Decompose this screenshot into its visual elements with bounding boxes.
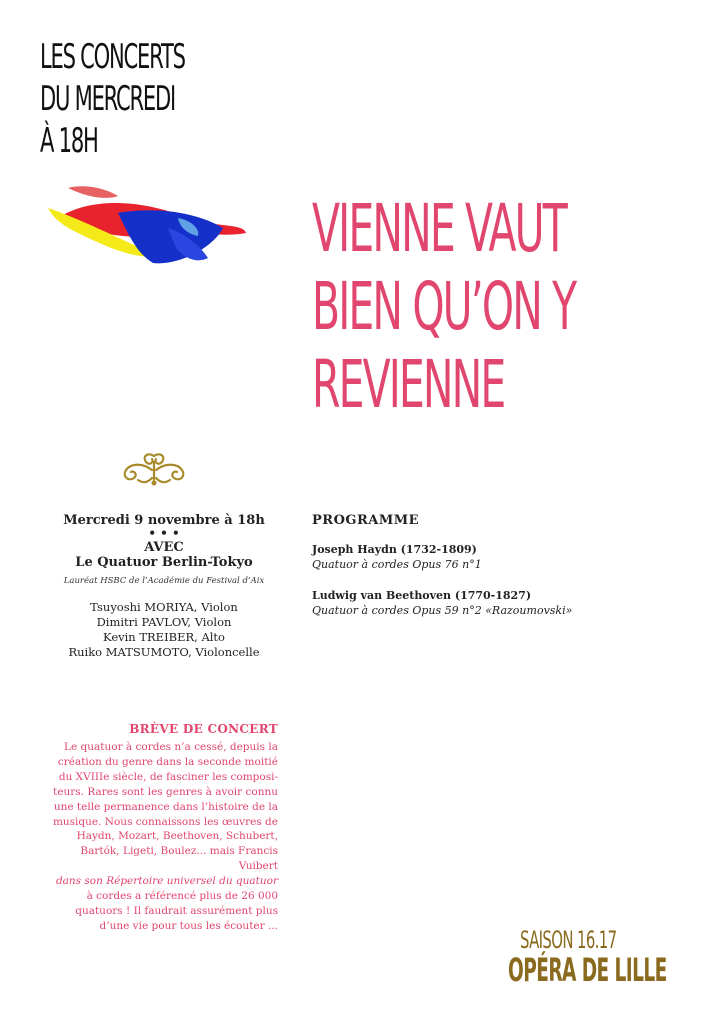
separator-dots: • • • [148,526,180,540]
event-date: Mercredi 9 novembre à 18h [63,513,265,528]
event-details [40,513,288,660]
musician-item: Kevin TREIBER, Alto [103,630,225,644]
watercolor-painting-image [48,178,248,278]
series-line-2: DU MERCREDI [40,79,175,119]
musician-item: Tsuyoshi MORIYA, Violon [90,600,238,614]
title-line-3: REVIENNE [312,346,505,423]
programme-heading: PROGRAMME [312,513,420,528]
breve-text [50,740,278,934]
series-title [40,36,183,162]
title-line-2: BIEN QU’ON Y [312,268,576,345]
musicians-list [40,600,288,660]
season-label: SAISON 16.17 [520,926,617,954]
breve-heading: BRÈVE DE CONCERT [129,722,278,736]
breve-line: Bartók, Ligeti, Boulez... mais Francis Vuibert [80,845,278,873]
musician-item: Dimitri PAVLOV, Violon [96,615,232,629]
laureat-note: Lauréat HSBC de l’Académie du Festival d’Aix [63,576,265,586]
opera-logo: OPÉRA DE LILLE [508,951,667,989]
concert-title [312,190,576,424]
work-title: Quatuor à cordes Opus 59 n°2 «Razoumovski» [312,604,573,617]
breve-line: d’une vie pour tous les écouter ... [99,919,278,932]
musician-item: Ruiko MATSUMOTO, Violoncelle [68,645,260,659]
avec-label: AVEC [144,540,184,555]
composer-name: Ludwig van Beethoven (1770-1827) [312,589,532,602]
breve-line: musique. Nous connaissons les œuvres de [52,815,278,828]
breve-line: dans son Répertoire universel du quatuor [55,875,278,888]
breve-line: création du genre dans la seconde moitié [57,755,278,768]
composer-name: Joseph Haydn (1732-1809) [312,543,477,556]
series-line-1: LES CONCERTS [40,37,185,77]
ensemble-name: Le Quatuor Berlin-Tokyo [75,555,253,570]
breve-line: Le quatuor à cordes n’a cessé, depuis la [64,741,278,753]
ornament-icon [118,448,190,488]
breve-line: du XVIIIe siècle, de fasciner les composi- [58,770,278,783]
programme-section [312,513,712,634]
work-title: Quatuor à cordes Opus 76 n°1 [312,558,482,571]
breve-line: une telle permanence dans l’histoire de la [53,800,278,813]
breve-line: à cordes a référencé plus de 26 000 [86,890,278,903]
breve-line: teurs. Rares sont les genres à avoir connu [53,785,278,798]
breve-line: Haydn, Mozart, Beethoven, Schubert, [76,830,278,843]
breve-line: quatuors ! Il faudrait assurément plus [75,904,278,917]
title-line-1: VIENNE VAUT [312,190,566,267]
series-line-3: À 18H [40,121,98,161]
